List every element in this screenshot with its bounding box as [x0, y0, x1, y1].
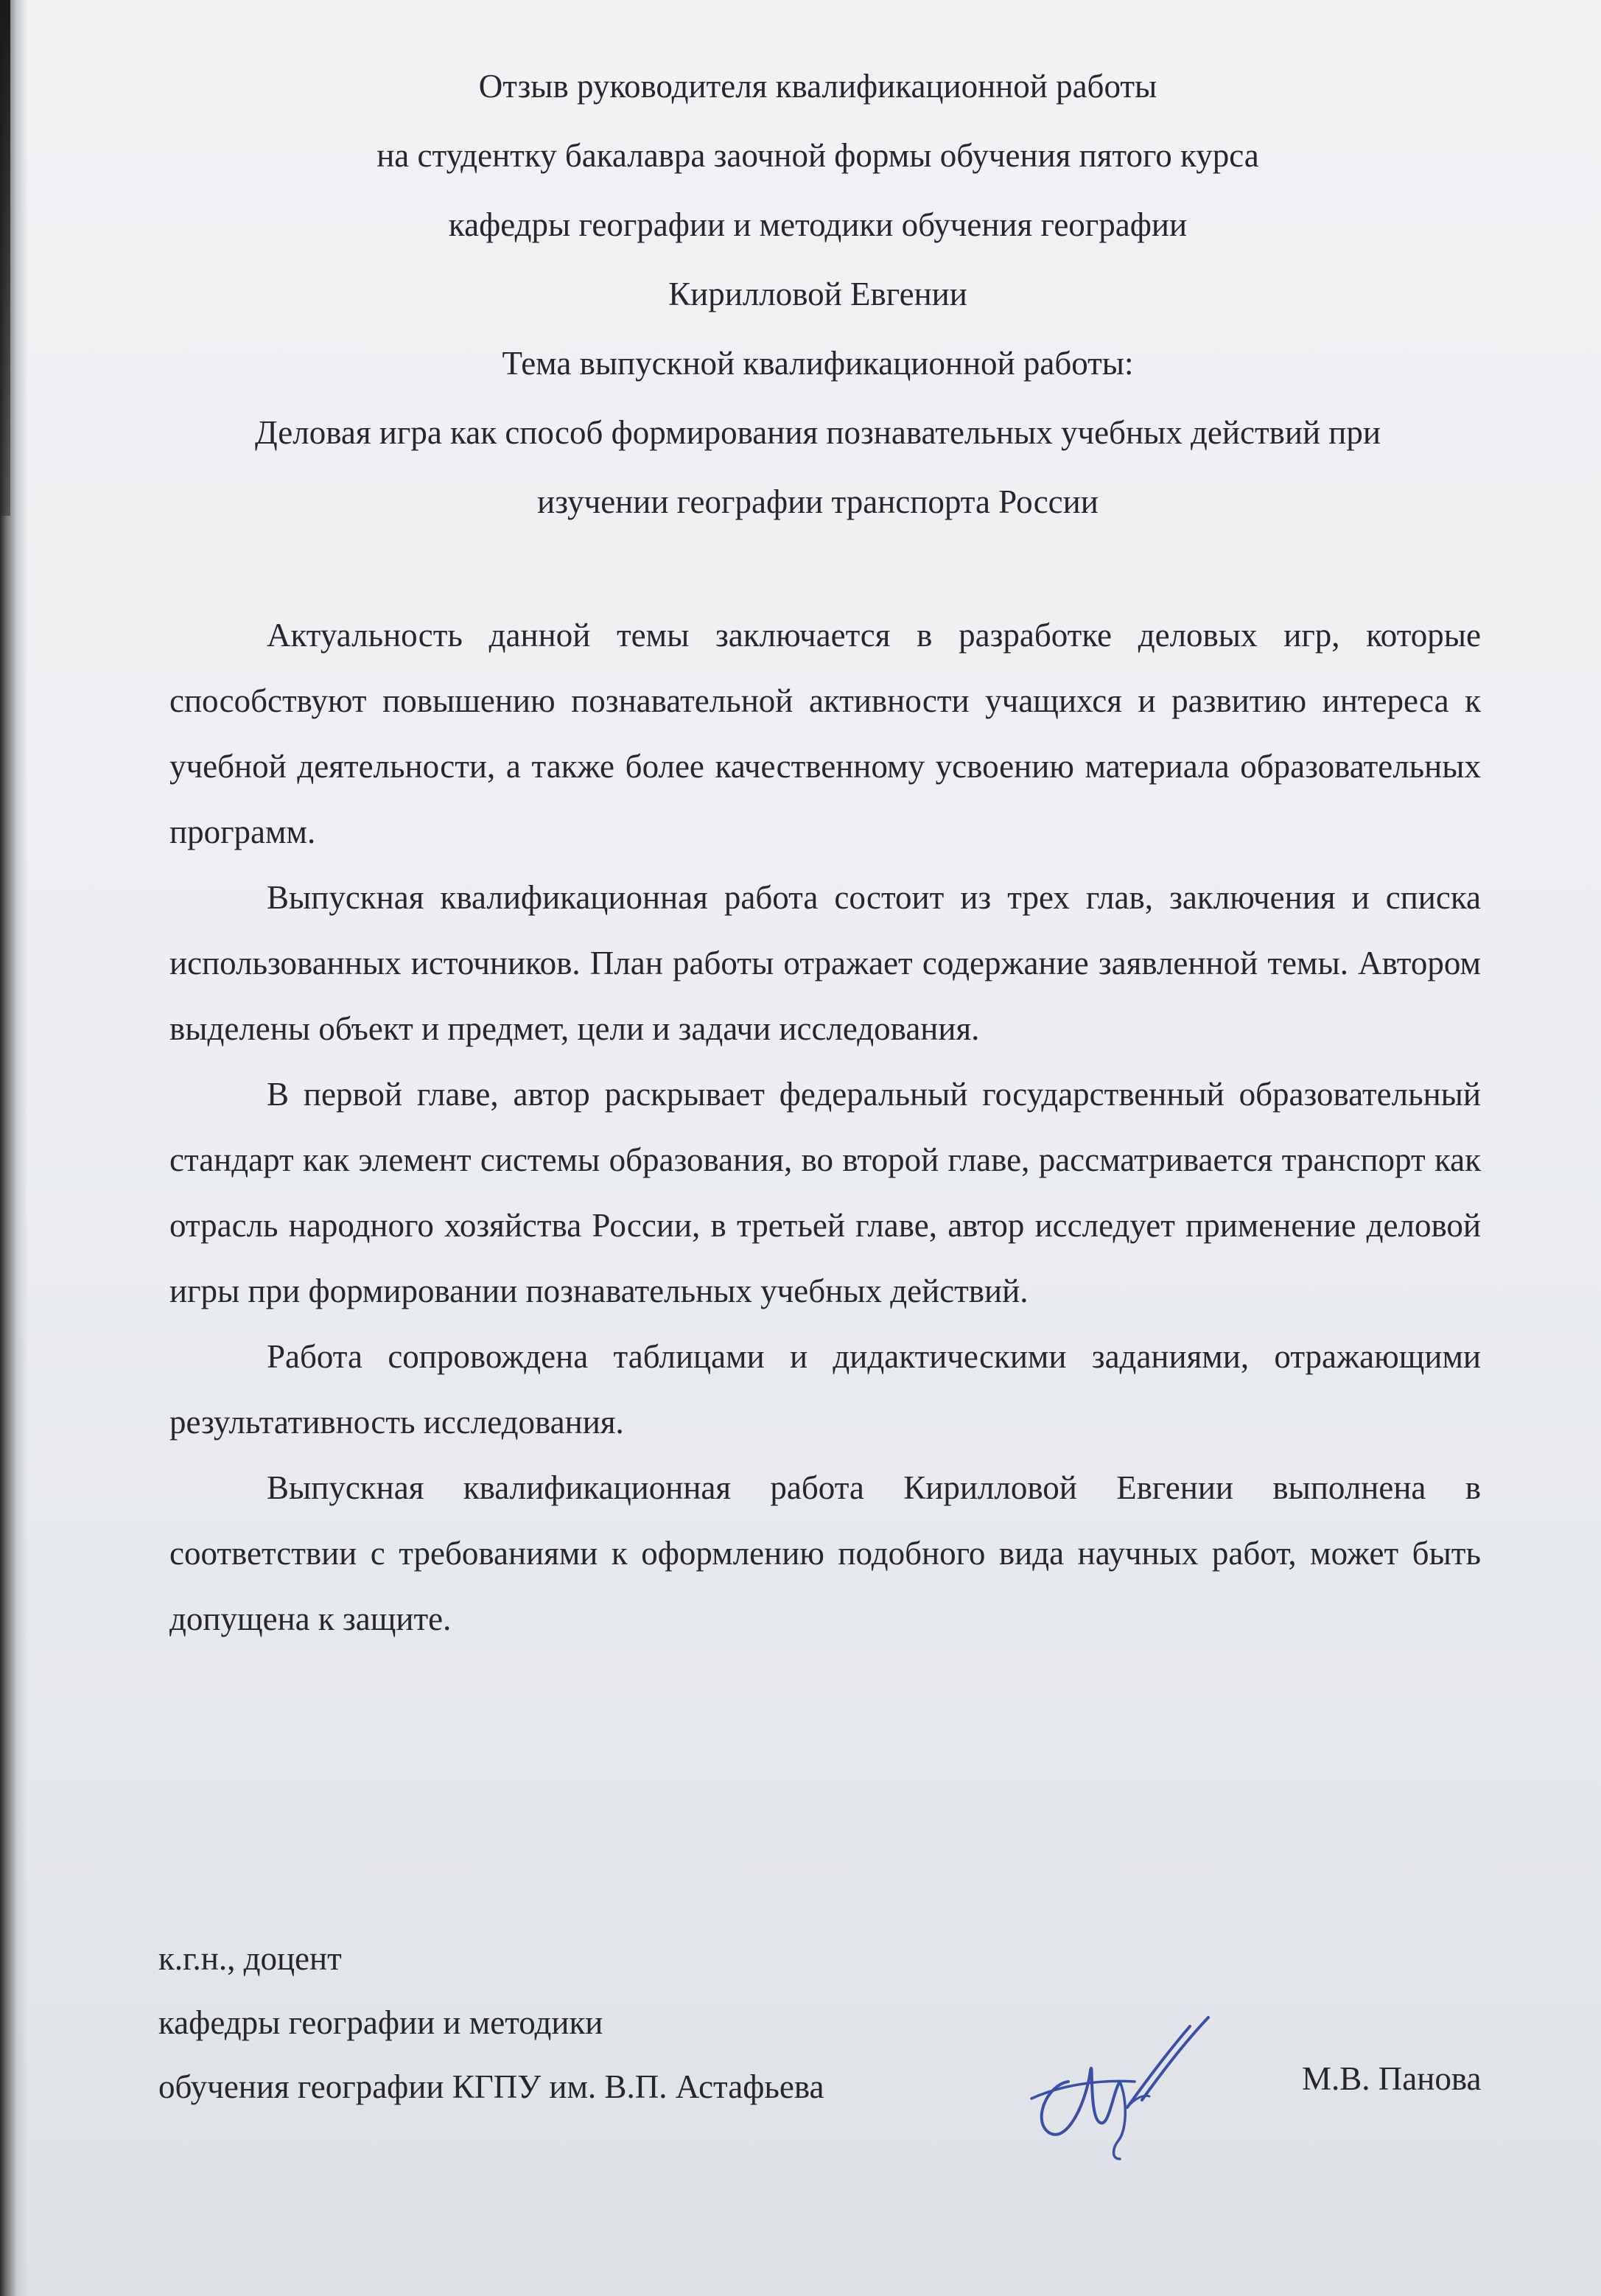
signer-department: кафедры географии и методики [158, 2004, 603, 2041]
handwritten-signature [1017, 2012, 1216, 2166]
paragraph-tables: Работа сопровождена таблицами и дидактическими заданиями, отражающими результативность исследования. [169, 1338, 1481, 1441]
header-subtitle: на студентку бакалавра заочной формы обучения пятого курса [376, 137, 1259, 174]
header-student-name: Кирилловой Евгении [668, 276, 967, 312]
document-header [133, 52, 1503, 536]
header-topic-line-2: изучении географии транспорта России [537, 483, 1099, 520]
signer-name: М.В. Панова [1302, 2060, 1482, 2097]
signer-credentials [158, 1927, 984, 2119]
signer-university: обучения географии КГПУ им. В.П. Астафьева [158, 2068, 824, 2105]
header-title: Отзыв руководителя квалификационной работы [478, 68, 1157, 105]
signer-degree: к.г.н., доцент [158, 1940, 342, 1977]
review-body [169, 603, 1481, 1652]
paragraph-relevance: Актуальность данной темы заключается в разработке деловых игр, которые способствуют повышению познавательной активности учащихся и развитию интереса к учебной деятельности, а также более качественному усвоению материала образовательных программ. [169, 617, 1481, 850]
header-department: кафедры географии и методики обучения географии [448, 206, 1188, 243]
paragraph-conclusion: Выпускная квалификационная работа Кирилловой Евгении выполнена в соответствии с требованиями к оформлению подобного вида научных работ, может быть допущена к защите. [169, 1469, 1481, 1637]
paragraph-structure: Выпускная квалификационная работа состоит из трех глав, заключения и списка использованных источников. План работы отражает содержание заявленной темы. Автором выделены объект и предмет, цели и задачи исследования. [169, 879, 1481, 1047]
paragraph-chapters: В первой главе, автор раскрывает федеральный государственный образовательный стандарт как элемент системы образования, во второй главе, рассматривается транспорт как отрасль народного хозяйства России, в третьей главе, автор исследует применение деловой игры при формировании познавательных учебных действий. [169, 1076, 1481, 1309]
header-topic-line-1: Деловая игра как способ формирования познавательных учебных действий при [255, 414, 1381, 451]
header-topic-label: Тема выпускной квалификационной работы: [502, 345, 1134, 382]
page-edge-dark [0, 0, 10, 516]
